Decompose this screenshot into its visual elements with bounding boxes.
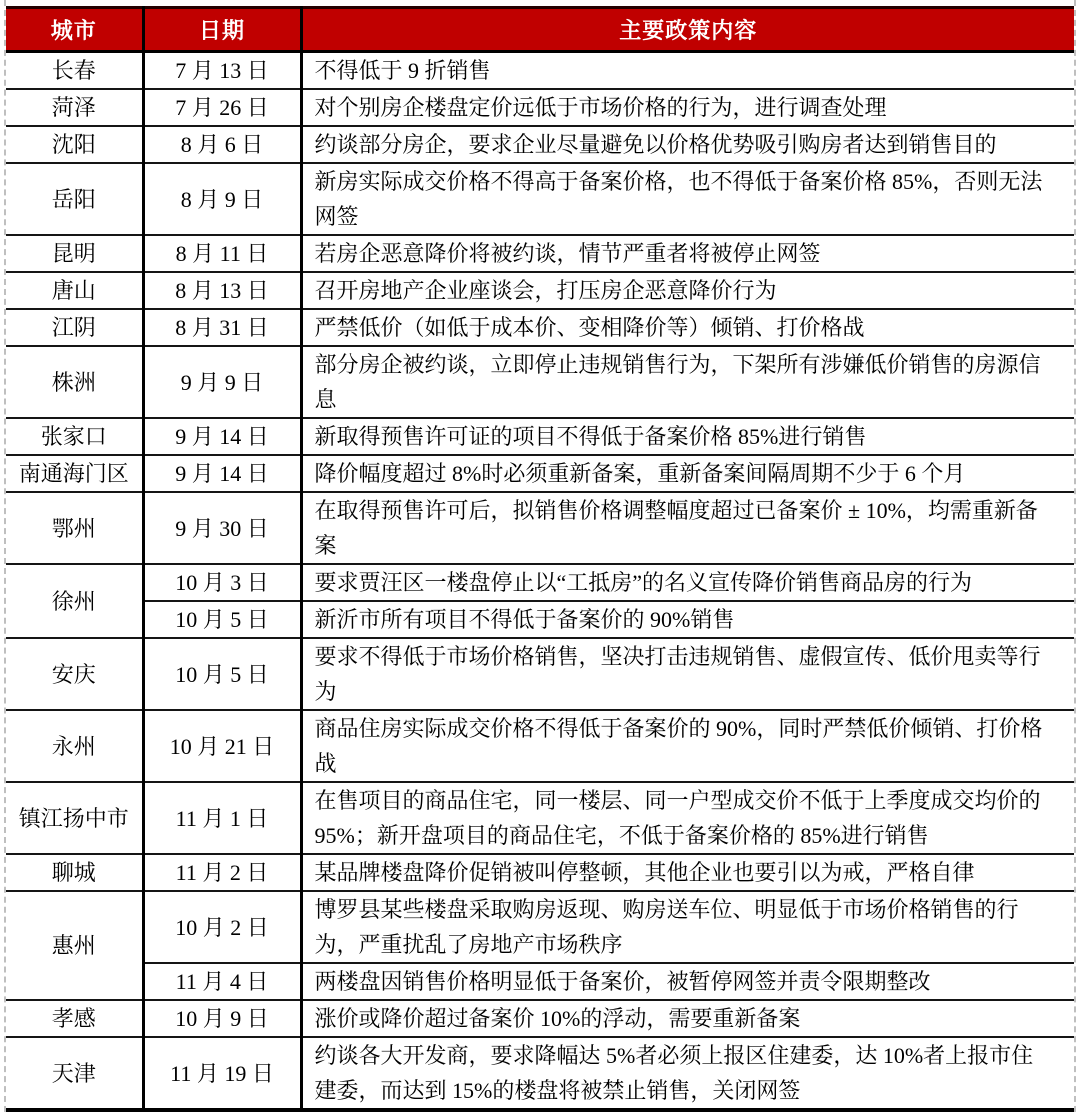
policy-content-cell: 博罗县某些楼盘采取购房返现、购房送车位、明显低于市场价格销售的行为，严重扰乱了房地产市场秩序 [301, 891, 1074, 963]
city-cell: 徐州 [6, 564, 143, 638]
date-cell: 7 月 26 日 [143, 89, 301, 126]
city-cell: 孝感 [6, 1000, 143, 1037]
policy-content-cell: 部分房企被约谈，立即停止违规销售行为，下架所有涉嫌低价销售的房源信息 [301, 346, 1074, 418]
table-row [6, 418, 1074, 455]
date-cell: 11 月 19 日 [143, 1037, 301, 1110]
table-row [6, 710, 1074, 782]
policy-table-body [6, 52, 1074, 1111]
date-cell: 11 月 1 日 [143, 782, 301, 854]
header-date: 日期 [143, 8, 301, 52]
table-row [6, 564, 1074, 601]
header-city: 城市 [6, 8, 143, 52]
policy-table [6, 6, 1074, 1112]
city-cell: 菏泽 [6, 89, 143, 126]
date-cell: 9 月 9 日 [143, 346, 301, 418]
policy-content-cell: 严禁低价（如低于成本价、变相降价等）倾销、打价格战 [301, 309, 1074, 346]
table-row [6, 52, 1074, 90]
document-page [4, 0, 1076, 1112]
table-row [6, 235, 1074, 272]
table-row [6, 455, 1074, 492]
policy-content-cell: 新沂市所有项目不得低于备案价的 90%销售 [301, 601, 1074, 638]
city-cell: 长春 [6, 52, 143, 90]
policy-content-cell: 要求贾汪区一楼盘停止以“工抵房”的名义宣传降价销售商品房的行为 [301, 564, 1074, 601]
city-cell: 鄂州 [6, 492, 143, 564]
table-row [6, 126, 1074, 163]
policy-content-cell: 若房企恶意降价将被约谈，情节严重者将被停止网签 [301, 235, 1074, 272]
city-cell: 江阴 [6, 309, 143, 346]
date-cell: 8 月 9 日 [143, 163, 301, 235]
policy-content-cell: 在售项目的商品住宅，同一楼层、同一户型成交价不低于上季度成交均价的 95%；新开盘项目的商品住宅，不低于备案价格的 85%进行销售 [301, 782, 1074, 854]
policy-content-cell: 涨价或降价超过备案价 10%的浮动，需要重新备案 [301, 1000, 1074, 1037]
table-row [6, 854, 1074, 891]
table-row [6, 638, 1074, 710]
table-row [6, 1000, 1074, 1037]
city-cell: 南通海门区 [6, 455, 143, 492]
date-cell: 11 月 2 日 [143, 854, 301, 891]
table-row [6, 1037, 1074, 1110]
policy-table-header [6, 8, 1074, 52]
date-cell: 10 月 5 日 [143, 601, 301, 638]
table-row [6, 492, 1074, 564]
date-cell: 7 月 13 日 [143, 52, 301, 90]
table-row [6, 163, 1074, 235]
policy-content-cell: 约谈各大开发商，要求降幅达 5%者必须上报区住建委，达 10%者上报市住建委，而达到 15%的楼盘将被禁止销售，关闭网签 [301, 1037, 1074, 1110]
policy-content-cell: 要求不得低于市场价格销售，坚决打击违规销售、虚假宣传、低价甩卖等行为 [301, 638, 1074, 710]
policy-content-cell: 不得低于 9 折销售 [301, 52, 1074, 90]
policy-content-cell: 对个别房企楼盘定价远低于市场价格的行为，进行调查处理 [301, 89, 1074, 126]
city-cell: 天津 [6, 1037, 143, 1110]
city-cell: 唐山 [6, 272, 143, 309]
table-row [6, 272, 1074, 309]
date-cell: 8 月 31 日 [143, 309, 301, 346]
city-cell: 安庆 [6, 638, 143, 710]
date-cell: 10 月 21 日 [143, 710, 301, 782]
city-cell: 永州 [6, 710, 143, 782]
table-row [6, 891, 1074, 963]
policy-content-cell: 两楼盘因销售价格明显低于备案价，被暂停网签并责令限期整改 [301, 963, 1074, 1000]
date-cell: 9 月 14 日 [143, 418, 301, 455]
date-cell: 8 月 11 日 [143, 235, 301, 272]
city-cell: 昆明 [6, 235, 143, 272]
date-cell: 10 月 9 日 [143, 1000, 301, 1037]
policy-content-cell: 约谈部分房企，要求企业尽量避免以价格优势吸引购房者达到销售目的 [301, 126, 1074, 163]
policy-content-cell: 某品牌楼盘降价促销被叫停整顿，其他企业也要引以为戒，严格自律 [301, 854, 1074, 891]
header-policy-content: 主要政策内容 [301, 8, 1074, 52]
city-cell: 张家口 [6, 418, 143, 455]
table-row [6, 89, 1074, 126]
date-cell: 10 月 2 日 [143, 891, 301, 963]
date-cell: 9 月 30 日 [143, 492, 301, 564]
city-cell: 镇江扬中市 [6, 782, 143, 854]
table-row [6, 346, 1074, 418]
policy-content-cell: 降价幅度超过 8%时必须重新备案，重新备案间隔周期不少于 6 个月 [301, 455, 1074, 492]
policy-content-cell: 新房实际成交价格不得高于备案价格，也不得低于备案价格 85%，否则无法网签 [301, 163, 1074, 235]
policy-content-cell: 在取得预售许可后，拟销售价格调整幅度超过已备案价 ± 10%，均需重新备案 [301, 492, 1074, 564]
table-row [6, 963, 1074, 1000]
table-row [6, 601, 1074, 638]
city-cell: 聊城 [6, 854, 143, 891]
header-row [6, 8, 1074, 52]
policy-content-cell: 召开房地产企业座谈会，打压房企恶意降价行为 [301, 272, 1074, 309]
date-cell: 10 月 5 日 [143, 638, 301, 710]
city-cell: 惠州 [6, 891, 143, 1000]
city-cell: 岳阳 [6, 163, 143, 235]
city-cell: 株洲 [6, 346, 143, 418]
date-cell: 10 月 3 日 [143, 564, 301, 601]
city-cell: 沈阳 [6, 126, 143, 163]
date-cell: 11 月 4 日 [143, 963, 301, 1000]
date-cell: 9 月 14 日 [143, 455, 301, 492]
table-row [6, 309, 1074, 346]
policy-content-cell: 新取得预售许可证的项目不得低于备案价格 85%进行销售 [301, 418, 1074, 455]
table-row [6, 782, 1074, 854]
policy-content-cell: 商品住房实际成交价格不得低于备案价的 90%，同时严禁低价倾销、打价格战 [301, 710, 1074, 782]
date-cell: 8 月 6 日 [143, 126, 301, 163]
date-cell: 8 月 13 日 [143, 272, 301, 309]
